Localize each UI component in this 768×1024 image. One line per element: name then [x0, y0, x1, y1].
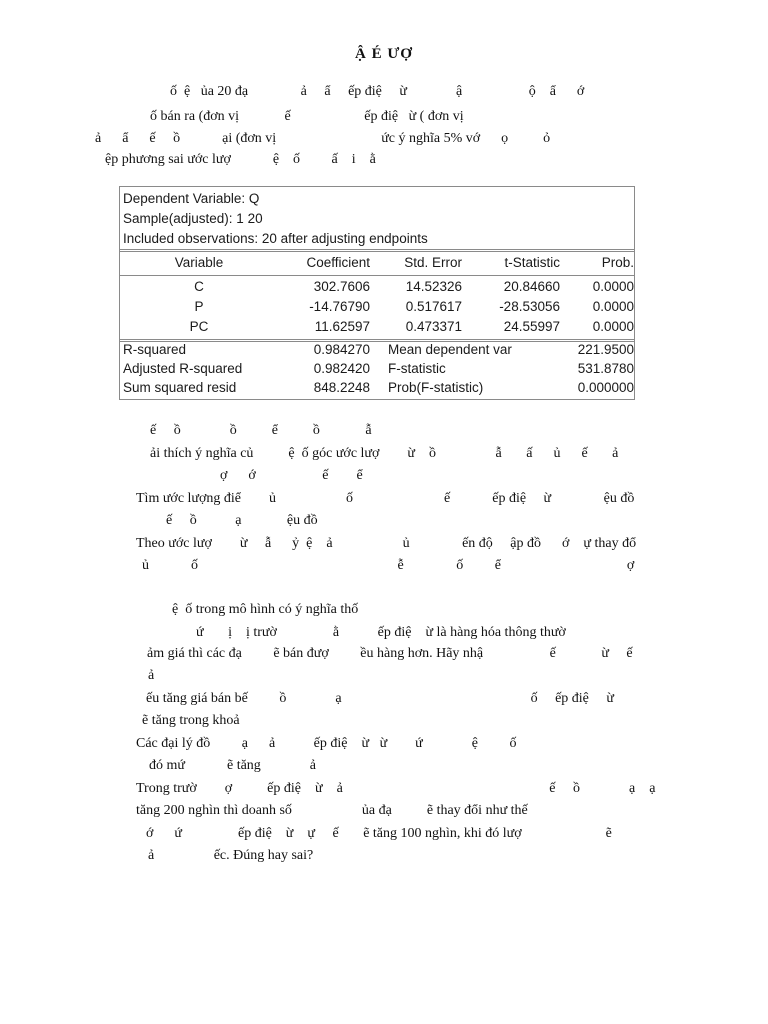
stat-label: F-statistic	[388, 361, 446, 376]
question-line: ệ ố trong mô hình có ý nghĩa thố	[172, 602, 359, 617]
stat-value: 221.9500	[577, 342, 634, 357]
stats-row	[120, 378, 634, 398]
stat-label: Sum squared resid	[123, 380, 237, 395]
question-line: ợ ớ ế ể	[220, 468, 363, 483]
stats-row	[120, 340, 634, 360]
question-line: ếu tăng giá bán bế ồ ạ ố ếp điệ ừ	[146, 691, 614, 706]
question-line: Các đại lý đồ ạ ả ếp điệ ừ ừ ứ ệ ố	[136, 736, 517, 751]
question-line: tăng 200 nghìn thì doanh số ủa đạ ẽ thay đổi như thế	[136, 803, 528, 818]
question-line: Theo ước lượ ừ ẫ ỷ ệ ả ủ ến độ ập đồ ớ ự thay đổ	[136, 536, 637, 551]
coefficient-value: 302.7606	[313, 279, 370, 294]
observations-label: Included observations: 20 after adjusting endpoints	[123, 231, 428, 246]
intro-line: ả ẩ ế ồ ại (đơn vị ức ý nghĩa 5% vớ ọ ỏ	[95, 131, 551, 146]
question-line: ải thích ý nghĩa củ ệ ố góc ước lượ ừ ồ ẫ ấ ủ ế ả	[150, 446, 619, 461]
intro-line: ệp phương sai ước lượ ệ ố ấ i ằ	[105, 152, 376, 167]
column-header: Prob.	[601, 255, 634, 270]
coefficient-value: -14.76790	[309, 299, 370, 314]
t-statistic-value: -28.53056	[499, 299, 560, 314]
t-statistic-value: 20.84660	[503, 279, 560, 294]
prob-value: 0.0000	[592, 299, 634, 314]
question-line: ứ ị ị trườ ằ ếp điệ ừ là hàng hóa thông thườ	[196, 625, 566, 640]
stat-label: Prob(F-statistic)	[388, 380, 484, 395]
intro-line: ố bán ra (đơn vị ế ếp điệ ừ ( đơn vị	[150, 109, 464, 124]
regression-output-table	[119, 186, 635, 400]
dependent-variable-label: Dependent Variable: Q	[123, 191, 260, 206]
table-rule	[120, 275, 634, 276]
column-header: t-Statistic	[504, 255, 560, 270]
stat-value: 0.982420	[313, 361, 370, 376]
column-header-row	[120, 253, 634, 273]
variable-name: PC	[189, 319, 209, 334]
question-line: ủ ố ễ ố ể ợ	[142, 558, 635, 573]
sample-label: Sample(adjusted): 1 20	[123, 211, 263, 226]
question-line: ế ồ ồ ể ồ ẫ	[150, 423, 372, 438]
question-line: ớ ứ ếp điệ ừ ự ế ẽ tăng 100 nghìn, khi đó lượ ẽ	[146, 826, 612, 841]
variable-name: C	[194, 279, 204, 294]
question-line: ả ếc. Đúng hay sai?	[148, 848, 314, 863]
column-header: Std. Error	[404, 255, 462, 270]
table-rule	[120, 249, 634, 252]
coefficient-value: 11.62597	[314, 319, 370, 334]
stat-value: 848.2248	[313, 380, 370, 395]
document-title: Ậ É ƯỢ	[355, 46, 413, 62]
t-statistic-value: 24.55997	[503, 319, 560, 334]
stat-value: 531.8780	[577, 361, 634, 376]
question-line: ẽ tăng trong khoả	[142, 713, 240, 728]
stat-label: Adjusted R-squared	[123, 361, 243, 376]
table-row	[120, 297, 634, 317]
stat-label: Mean dependent var	[388, 342, 512, 357]
stat-label: R-squared	[123, 342, 187, 357]
column-header: Variable	[174, 255, 224, 270]
question-line: ế ồ ạ ệu đồ	[166, 513, 318, 528]
question-line: Trong trườ ợ ếp điệ ừ ả ế ồ ạ ạ	[136, 781, 656, 796]
std-error-value: 14.52326	[405, 279, 462, 294]
question-line: Tìm ước lượng điể ủ ố ế ếp điệ ừ ệu đồ	[136, 491, 635, 506]
intro-line: ố ệ ủa 20 đạ ả ẩ ếp điệ ừ ậ ộ ẩ ớ	[170, 84, 585, 99]
prob-value: 0.0000	[592, 279, 634, 294]
regression-header	[120, 187, 634, 251]
column-header: Coefficient	[306, 255, 370, 270]
question-line: ả	[148, 668, 155, 683]
table-row	[120, 317, 634, 337]
prob-value: 0.0000	[592, 319, 634, 334]
question-line: đó mứ ẽ tăng ả	[149, 758, 317, 773]
table-row	[120, 277, 634, 297]
std-error-value: 0.517617	[405, 299, 462, 314]
stat-value: 0.000000	[577, 380, 634, 395]
std-error-value: 0.473371	[405, 319, 462, 334]
stats-row	[120, 359, 634, 379]
variable-name: P	[194, 299, 204, 314]
stat-value: 0.984270	[313, 342, 370, 357]
question-line: ảm giá thì các đạ ẽ bán đượ ều hàng hơn. Hãy nhậ ế ừ ế	[147, 646, 633, 661]
